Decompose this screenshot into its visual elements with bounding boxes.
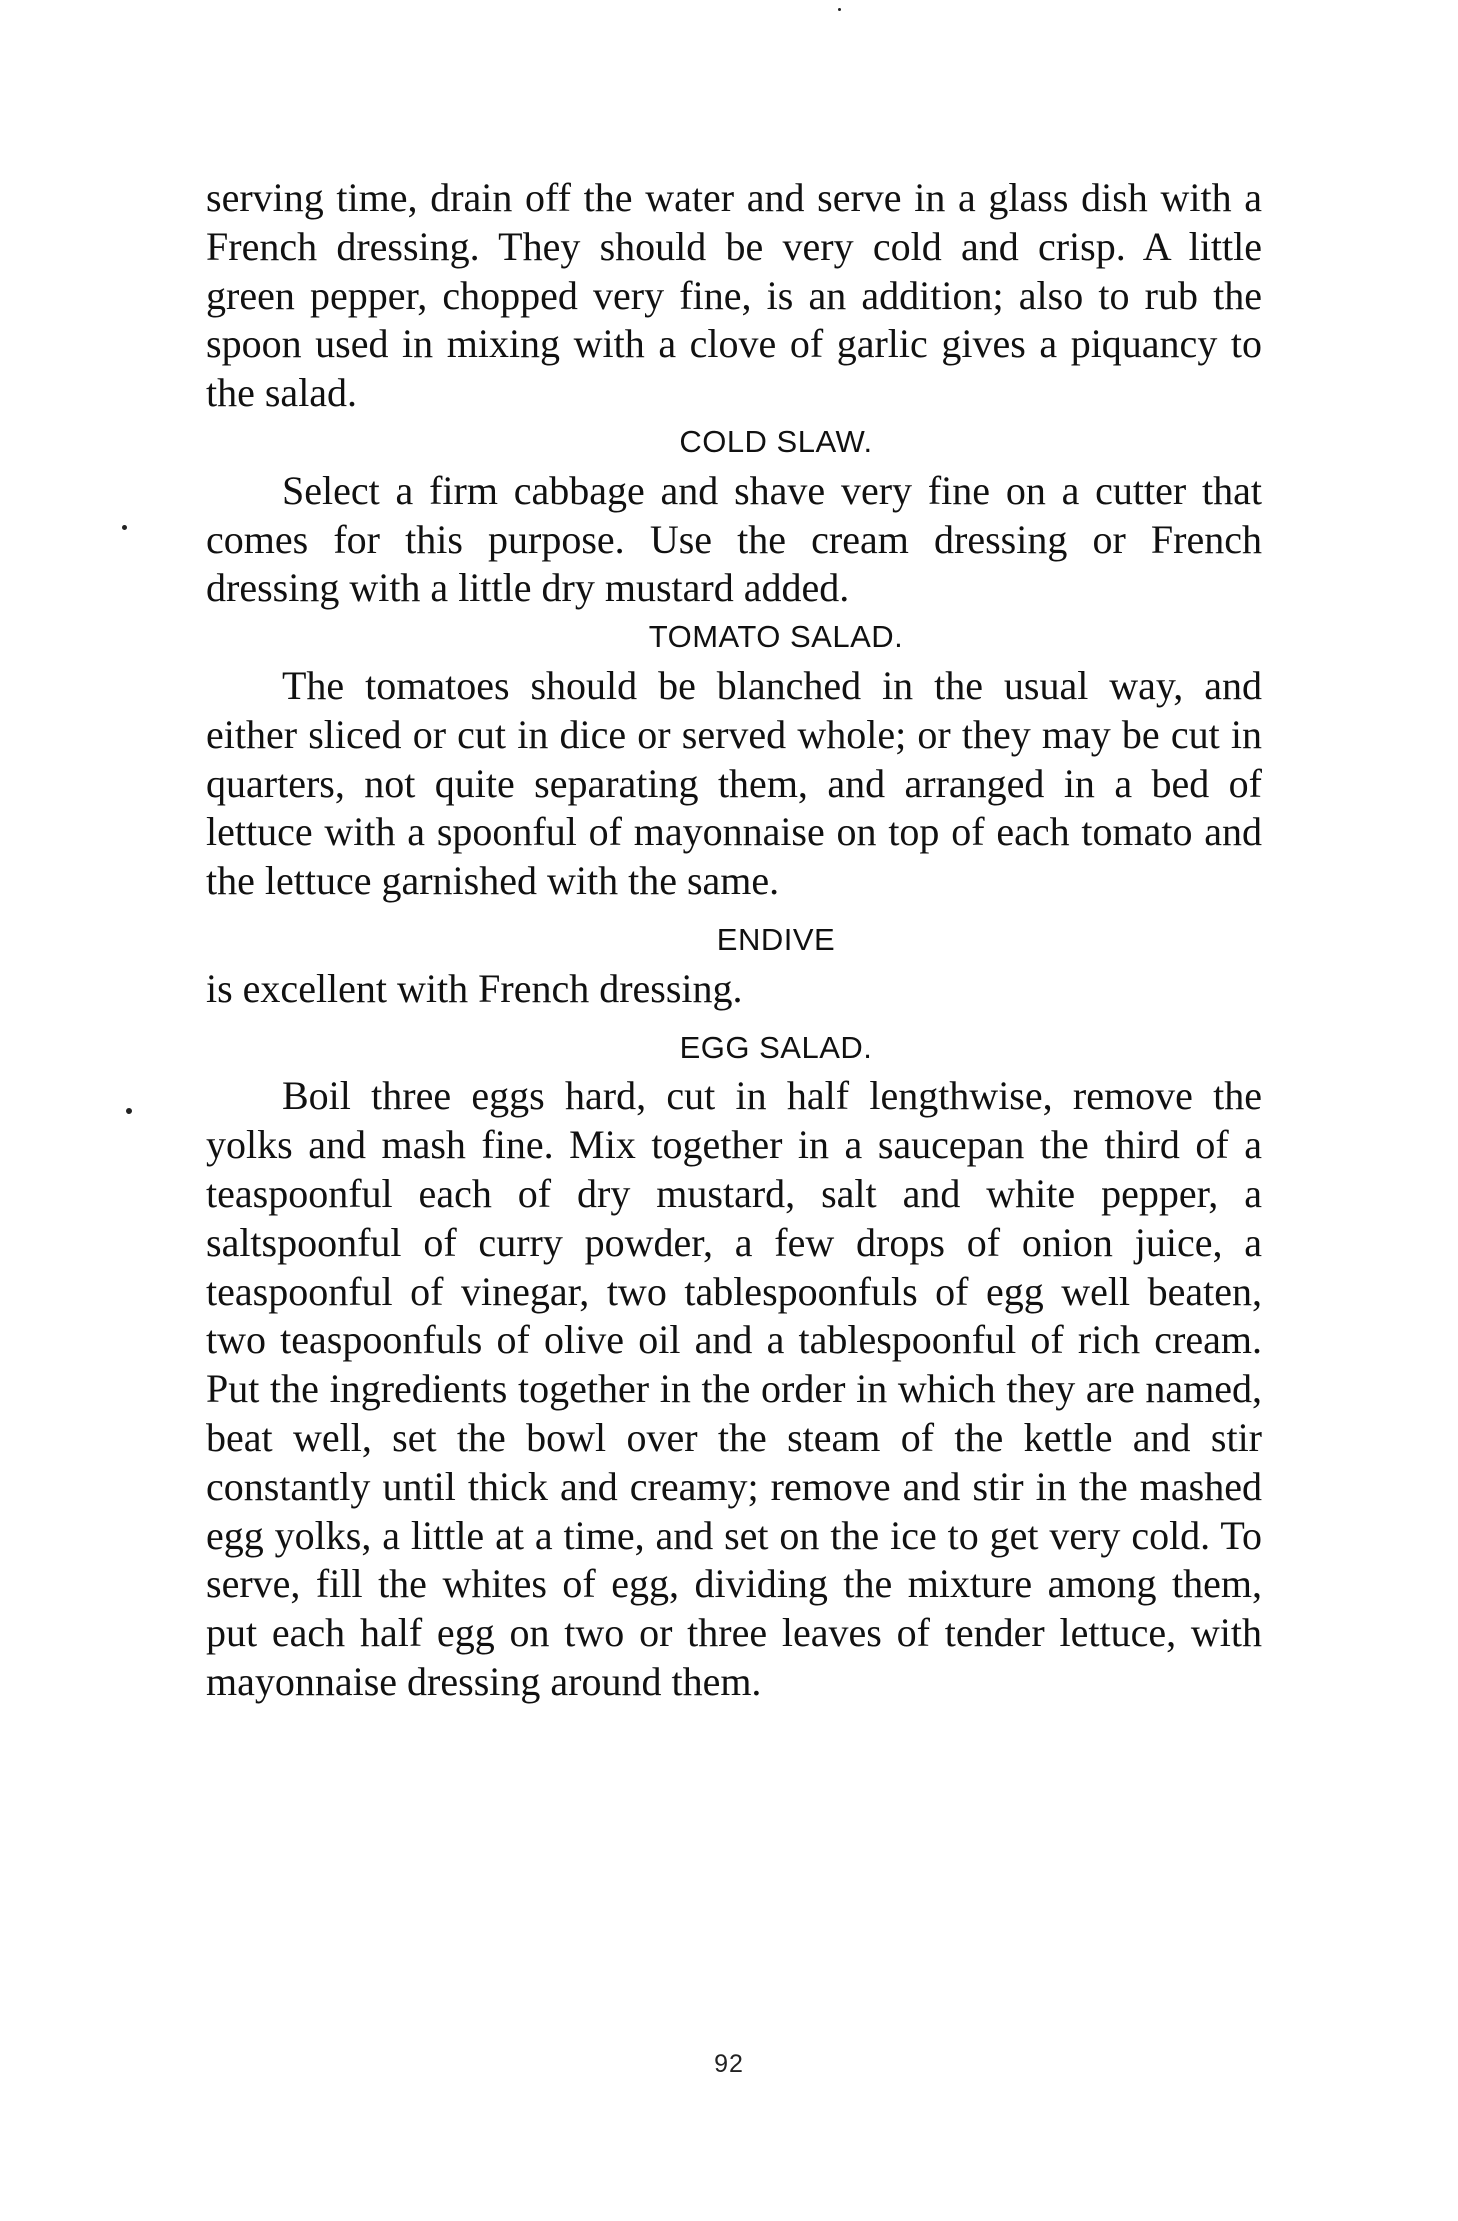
tomato-salad-heading: TOMATO SALAD.: [648, 619, 904, 655]
page-number: 92: [714, 2050, 744, 2078]
endive-paragraph: is excellent with French dressing.: [206, 965, 743, 1011]
scan-speck-mid: [126, 1108, 132, 1114]
continuation-paragraph: serving time, drain off the water and serve in a glass dish with a French dressing. They should be very cold and crisp. A little green pepper, chopped very fine, is an addition; also to rub the spoon used in mixing with a clove of garlic gives a piquancy to the salad.: [206, 175, 1262, 416]
scan-speck-left: [122, 525, 127, 530]
tomato-salad-paragraph: The tomatoes should be blanched in the usual way, and either sliced or cut in dice or served whole; or they may be cut in quarters, not quite separating them, and arranged in a bed of lettuce with a spoonful of mayonnaise on top of each tomato and the lettuce garnished with the same.: [206, 662, 1262, 904]
scan-speck-top: [838, 8, 841, 11]
egg-salad-paragraph: Boil three eggs hard, cut in half lengthwise, remove the yolks and mash fine. Mix together in a saucepan the third of a teaspoonful each of dry mustard, salt and white pepper, a saltspoonful of curry powder, a few drops of onion juice, a teaspoonful of vinegar, two tablespoonfuls of egg well beaten, two teaspoonfuls of olive oil and a tablespoonful of rich cream. Put the ingredients together in the order in which they are named, beat well, set the bowl over the steam of the kettle and stir constantly until thick and creamy; remove and stir in the mashed egg yolks, a little at a time, and set on the ice to get very cold. To serve, fill the whites of egg, dividing the mixture among them, put each half egg on two or three leaves of tender lettuce, with mayonnaise dressing around them.: [206, 1073, 1262, 1704]
endive-heading: ENDIVE: [716, 921, 836, 957]
cold-slaw-heading: COLD SLAW.: [679, 423, 873, 459]
egg-salad-heading: EGG SALAD.: [679, 1029, 873, 1065]
text-column: [206, 174, 1262, 1707]
cold-slaw-paragraph: Select a firm cabbage and shave very fine on a cutter that comes for this purpose. Use the cream dressing or French dressing with a little dry mustard added.: [206, 467, 1262, 611]
